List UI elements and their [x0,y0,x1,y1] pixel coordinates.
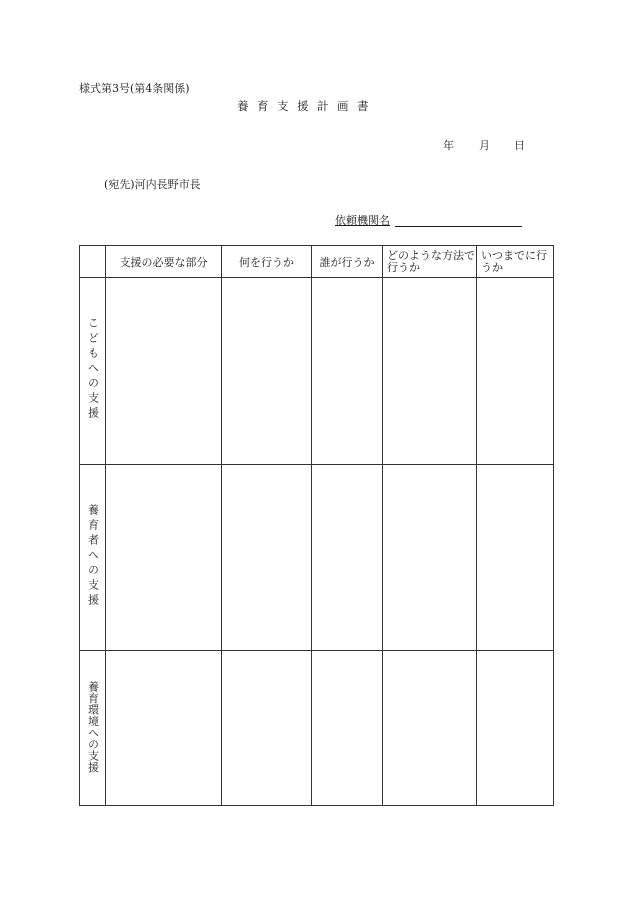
table-row [80,465,554,651]
cell-support-needed[interactable] [106,651,222,806]
cell-what[interactable] [222,651,312,806]
cell-by-when[interactable] [477,278,554,465]
table-row [80,278,554,465]
header-corner [80,246,106,278]
day-label: 日 [514,139,525,152]
requesting-agency-label: 依頼機関名 [335,214,390,227]
row-label-environment-support: 養育環境への支援 [80,651,106,806]
year-label: 年 [443,139,454,152]
form-number: 様式第3号(第4条関係) [79,82,190,95]
cell-who[interactable] [312,651,383,806]
header-support-needed: 支援の必要な部分 [106,246,222,278]
cell-support-needed[interactable] [106,465,222,651]
cell-what[interactable] [222,278,312,465]
document-title: 養育支援計画書 [237,99,377,113]
cell-method[interactable] [383,465,477,651]
addressee: (宛先)河内長野市長 [104,178,201,191]
row-label-caregiver-support: 養育者への支援 [80,465,106,651]
date-line [443,137,525,153]
header-method: どのような方法で行うか [383,246,477,278]
cell-who[interactable] [312,278,383,465]
cell-method[interactable] [383,651,477,806]
requesting-agency-field[interactable] [395,226,522,227]
row-label-child-support: こどもへの支援 [80,278,106,465]
month-label: 月 [479,139,490,152]
cell-what[interactable] [222,465,312,651]
cell-by-when[interactable] [477,465,554,651]
header-by-when: いつまでに行うか [477,246,554,278]
header-what: 何を行うか [222,246,312,278]
table-row [80,651,554,806]
support-plan-table [79,245,554,806]
table-header-row [80,246,554,278]
cell-by-when[interactable] [477,651,554,806]
cell-method[interactable] [383,278,477,465]
header-who: 誰が行うか [312,246,383,278]
cell-who[interactable] [312,465,383,651]
cell-support-needed[interactable] [106,278,222,465]
